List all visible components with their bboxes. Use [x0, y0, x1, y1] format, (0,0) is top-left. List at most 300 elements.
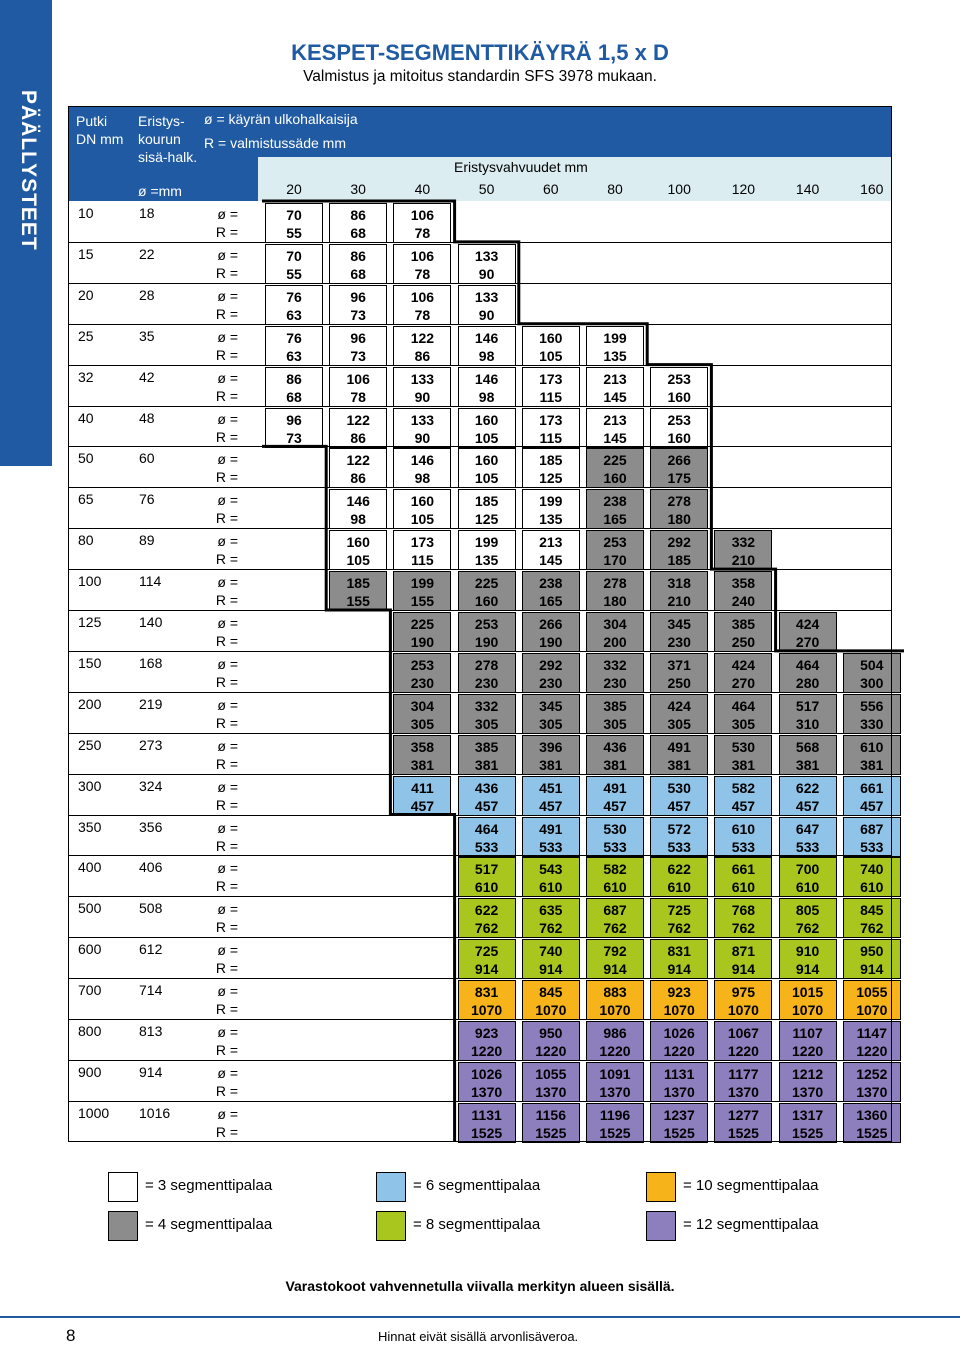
cell-outer-diameter: 160 — [410, 493, 435, 510]
cell-outer-diameter: 96 — [350, 329, 366, 346]
cell-radius: 98 — [478, 388, 495, 405]
cell-outer-diameter: 304 — [410, 697, 435, 714]
cell-radius: 210 — [667, 593, 691, 610]
cell-outer-diameter: 332 — [603, 656, 627, 673]
thickness-header-cell: 140 — [795, 181, 820, 197]
cell-outer-diameter: 253 — [667, 411, 691, 428]
cell-outer-diameter: 923 — [474, 1025, 499, 1041]
cell-radius: 105 — [346, 552, 370, 569]
row-inner-diameter: 406 — [139, 859, 163, 876]
row-inner-diameter: 813 — [139, 1023, 163, 1039]
cell-outer-diameter: 278 — [603, 575, 627, 592]
legend-label: = 4 segmenttipalaa — [145, 1216, 273, 1233]
legend-label: = 8 segmenttipalaa — [413, 1216, 541, 1233]
cell-outer-diameter: 805 — [795, 902, 820, 919]
row-label-r: R = — [215, 755, 238, 772]
cell-outer-diameter: 622 — [795, 779, 820, 796]
cell-radius: 762 — [860, 920, 884, 937]
thickness-header-cell: 160 — [860, 181, 884, 197]
cell-radius: 68 — [350, 265, 366, 282]
row-label-r: R = — [215, 592, 238, 609]
cell-radius: 115 — [539, 388, 563, 405]
row-inner-diameter: 714 — [139, 982, 163, 999]
cell-outer-diameter: 768 — [731, 902, 756, 919]
cell-outer-diameter: 572 — [667, 820, 691, 837]
legend-swatch — [108, 1172, 138, 1202]
cell-radius: 610 — [474, 879, 499, 896]
row-label-r: R = — [215, 1042, 238, 1058]
row-label-r: R = — [215, 633, 238, 649]
cell-radius: 381 — [539, 756, 563, 773]
cell-outer-diameter: 213 — [603, 370, 627, 387]
legend-label: = 3 segmenttipalaa — [145, 1177, 273, 1194]
cell-radius: 270 — [731, 674, 756, 691]
cell-radius: 1220 — [471, 1043, 503, 1059]
row-inner-diameter: 914 — [139, 1063, 163, 1080]
cell-outer-diameter: 133 — [410, 370, 435, 387]
cell-outer-diameter: 582 — [603, 861, 627, 878]
cell-outer-diameter: 436 — [603, 738, 627, 755]
cell-radius: 90 — [478, 265, 495, 282]
cell-radius: 1525 — [792, 1124, 824, 1141]
cell-radius: 170 — [603, 552, 627, 569]
cell-outer-diameter: 1237 — [663, 1106, 695, 1123]
cell-radius: 533 — [667, 838, 691, 855]
cell-outer-diameter: 225 — [410, 616, 435, 632]
cell-radius: 533 — [539, 838, 563, 855]
cell-outer-diameter: 358 — [410, 738, 435, 755]
cell-radius: 533 — [795, 838, 820, 855]
cell-outer-diameter: 661 — [860, 779, 884, 796]
cell-radius: 1525 — [599, 1124, 631, 1141]
cell-outer-diameter: 411 — [411, 779, 434, 796]
cell-outer-diameter: 556 — [860, 697, 884, 714]
cell-radius: 1525 — [663, 1124, 695, 1141]
row-label-r: R = — [215, 305, 238, 322]
cell-radius: 160 — [603, 470, 627, 487]
row-label-r: R = — [215, 796, 238, 813]
row-label-phi: ø = — [217, 778, 238, 795]
cell-radius: 125 — [539, 470, 563, 487]
cell-outer-diameter: 845 — [860, 902, 884, 919]
cell-radius: 250 — [667, 674, 691, 691]
row-label-r: R = — [215, 428, 238, 445]
cell-outer-diameter: 133 — [474, 247, 499, 264]
cell-radius: 457 — [539, 797, 563, 814]
row-inner-diameter: 76 — [139, 491, 155, 508]
cell-radius: 1370 — [856, 1083, 888, 1100]
segment-table — [68, 106, 892, 1142]
cell-outer-diameter: 568 — [795, 738, 820, 755]
cell-outer-diameter: 96 — [286, 411, 302, 428]
row-label-phi: ø = — [217, 369, 238, 386]
cell-outer-diameter: 1131 — [471, 1106, 502, 1123]
cell-outer-diameter: 238 — [539, 575, 563, 592]
thickness-header-cell: 80 — [607, 181, 623, 197]
cell-outer-diameter: 266 — [667, 452, 691, 469]
row-label-r: R = — [215, 551, 238, 568]
row-inner-diameter: 324 — [139, 777, 163, 794]
cell-outer-diameter: 332 — [731, 534, 756, 551]
cell-radius: 1370 — [535, 1083, 567, 1100]
row-label-r: R = — [215, 469, 238, 486]
cell-outer-diameter: 1277 — [727, 1106, 759, 1123]
legend-label: = 10 segmenttipalaa — [683, 1177, 819, 1194]
row-inner-diameter: 22 — [139, 245, 155, 262]
cell-outer-diameter: 76 — [286, 329, 302, 346]
cell-outer-diameter: 610 — [731, 820, 756, 837]
cell-radius: 90 — [478, 306, 495, 323]
cell-outer-diameter: 86 — [286, 370, 302, 387]
cell-outer-diameter: 491 — [603, 779, 627, 796]
cell-radius: 610 — [731, 879, 756, 896]
cell-outer-diameter: 253 — [667, 370, 691, 387]
cell-radius: 610 — [795, 879, 820, 896]
cell-outer-diameter: 385 — [474, 738, 499, 755]
cell-radius: 78 — [414, 225, 431, 241]
cell-outer-diameter: 451 — [539, 779, 563, 796]
cell-outer-diameter: 122 — [410, 329, 435, 346]
row-inner-diameter: 28 — [139, 286, 155, 303]
row-label-r: R = — [215, 919, 238, 936]
cell-outer-diameter: 133 — [474, 288, 499, 305]
cell-outer-diameter: 517 — [795, 697, 820, 714]
thickness-header-cell: 20 — [286, 181, 302, 197]
row-label-r: R = — [215, 224, 238, 240]
row-label-phi: ø = — [217, 737, 238, 754]
cell-radius: 270 — [795, 634, 820, 650]
cell-outer-diameter: 424 — [795, 616, 820, 632]
row-dn: 600 — [78, 941, 102, 958]
cell-radius: 125 — [474, 511, 499, 528]
cell-radius: 68 — [286, 388, 302, 405]
cell-outer-diameter: 622 — [474, 902, 499, 919]
cell-radius: 1070 — [856, 1002, 888, 1019]
cell-outer-diameter: 464 — [474, 820, 499, 837]
row-inner-diameter: 356 — [139, 818, 163, 835]
header-thickness-title: Eristysvahvuudet mm — [454, 159, 588, 175]
cell-outer-diameter: 491 — [539, 820, 563, 837]
row-label-phi: ø = — [217, 410, 238, 427]
thickness-header-cell: 120 — [731, 181, 756, 197]
cell-radius: 381 — [667, 756, 691, 773]
cell-radius: 533 — [860, 838, 884, 855]
cell-radius: 1370 — [792, 1083, 824, 1100]
page-subtitle: Valmistus ja mitoitus standardin SFS 3978 mukaan. — [303, 68, 657, 85]
cell-radius: 305 — [539, 715, 563, 732]
cell-radius: 610 — [860, 879, 884, 896]
cell-outer-diameter: 160 — [474, 411, 499, 428]
cell-radius: 1525 — [535, 1124, 567, 1141]
cell-radius: 381 — [731, 756, 756, 773]
cell-radius: 200 — [603, 634, 627, 650]
cell-radius: 115 — [411, 552, 434, 569]
cell-radius: 1370 — [663, 1083, 695, 1100]
row-label-r: R = — [215, 673, 238, 690]
row-inner-diameter: 35 — [139, 327, 155, 344]
row-dn: 350 — [78, 818, 102, 835]
cell-radius: 145 — [539, 552, 563, 569]
cell-radius: 1220 — [856, 1043, 888, 1059]
cell-radius: 180 — [603, 593, 627, 610]
cell-outer-diameter: 96 — [350, 288, 366, 305]
cell-outer-diameter: 345 — [539, 697, 563, 714]
header-diameter-label: ø =mm — [138, 183, 182, 199]
row-dn: 900 — [78, 1063, 102, 1080]
cell-radius: 155 — [346, 593, 370, 610]
cell-radius: 1220 — [727, 1043, 759, 1059]
cell-radius: 533 — [474, 838, 499, 855]
cell-radius: 105 — [474, 429, 499, 446]
cell-outer-diameter: 517 — [474, 861, 499, 878]
cell-outer-diameter: 424 — [667, 697, 691, 714]
cell-outer-diameter: 1015 — [792, 984, 824, 1001]
row-label-r: R = — [215, 837, 238, 854]
header-legend-r: R = valmistussäde mm — [204, 135, 346, 151]
row-label-r: R = — [215, 1123, 238, 1140]
cell-outer-diameter: 253 — [410, 656, 435, 673]
row-inner-diameter: 18 — [139, 205, 155, 221]
cell-outer-diameter: 173 — [410, 534, 435, 551]
cell-radius: 1370 — [727, 1083, 759, 1100]
row-dn: 50 — [78, 450, 94, 467]
cell-outer-diameter: 883 — [603, 984, 627, 1001]
row-label-r: R = — [215, 1001, 238, 1018]
cell-radius: 155 — [410, 593, 435, 610]
cell-radius: 1525 — [856, 1124, 888, 1141]
row-dn: 500 — [78, 900, 102, 917]
cell-radius: 90 — [414, 388, 431, 405]
cell-outer-diameter: 199 — [410, 575, 435, 592]
row-label-phi: ø = — [217, 901, 238, 918]
thickness-header-cell: 50 — [478, 181, 495, 197]
row-inner-diameter: 140 — [139, 614, 163, 630]
row-label-phi: ø = — [217, 696, 238, 713]
cell-radius: 190 — [410, 634, 435, 650]
row-label-phi: ø = — [217, 492, 238, 509]
cell-outer-diameter: 740 — [860, 861, 884, 878]
cell-outer-diameter: 225 — [603, 452, 627, 469]
cell-outer-diameter: 424 — [731, 656, 756, 673]
row-label-phi: ø = — [217, 983, 238, 1000]
cell-radius: 381 — [410, 756, 435, 773]
row-inner-diameter: 48 — [139, 409, 155, 426]
cell-radius: 160 — [667, 388, 691, 405]
cell-outer-diameter: 700 — [795, 861, 820, 878]
cell-radius: 1070 — [599, 1002, 631, 1019]
page-number: 8 — [66, 1326, 76, 1345]
cell-outer-diameter: 292 — [539, 656, 563, 673]
legend-swatch — [376, 1172, 406, 1202]
cell-outer-diameter: 436 — [474, 779, 499, 796]
cell-radius: 63 — [286, 347, 302, 364]
cell-outer-diameter: 661 — [731, 861, 756, 878]
cell-radius: 240 — [731, 593, 756, 610]
cell-radius: 1525 — [727, 1124, 759, 1141]
cell-radius: 135 — [474, 552, 499, 569]
row-dn: 250 — [78, 736, 102, 753]
cell-radius: 160 — [474, 593, 499, 610]
row-dn: 700 — [78, 982, 102, 999]
cell-outer-diameter: 1026 — [663, 1025, 695, 1041]
row-inner-diameter: 168 — [139, 654, 163, 671]
cell-outer-diameter: 1212 — [792, 1065, 824, 1082]
cell-radius: 533 — [603, 838, 627, 855]
cell-radius: 78 — [414, 306, 431, 323]
cell-radius: 457 — [410, 797, 435, 814]
cell-radius: 1070 — [471, 1002, 503, 1019]
cell-radius: 115 — [539, 429, 563, 446]
cell-outer-diameter: 464 — [795, 656, 820, 673]
row-label-phi: ø = — [217, 287, 238, 304]
cell-radius: 610 — [603, 879, 627, 896]
row-inner-diameter: 219 — [139, 695, 163, 712]
cell-outer-diameter: 332 — [474, 697, 499, 714]
row-dn: 1000 — [78, 1104, 110, 1121]
table-border — [68, 106, 892, 1142]
legend-swatch — [646, 1172, 676, 1202]
row-label-phi: ø = — [217, 819, 238, 836]
cell-radius: 310 — [795, 715, 820, 732]
cell-radius: 914 — [731, 961, 756, 978]
cell-outer-diameter: 950 — [860, 943, 884, 960]
cell-outer-diameter: 146 — [410, 452, 435, 469]
cell-outer-diameter: 385 — [603, 697, 627, 714]
cell-outer-diameter: 725 — [667, 902, 691, 919]
row-dn: 150 — [78, 654, 102, 671]
footer-text: Hinnat eivät sisällä arvonlisäveroa. — [378, 1329, 579, 1344]
cell-outer-diameter: 831 — [474, 984, 499, 1001]
cell-radius: 1220 — [599, 1043, 631, 1059]
row-label-phi: ø = — [217, 451, 238, 468]
cell-radius: 914 — [474, 961, 499, 978]
row-label-r: R = — [215, 387, 238, 404]
header-legend-phi: ø = käyrän ulkohalkaisija — [204, 111, 358, 127]
cell-radius: 457 — [795, 797, 820, 814]
cell-outer-diameter: 530 — [603, 820, 627, 837]
cell-outer-diameter: 86 — [350, 207, 366, 223]
cell-outer-diameter: 146 — [474, 329, 499, 346]
cell-outer-diameter: 622 — [667, 861, 691, 878]
cell-outer-diameter: 185 — [346, 575, 370, 592]
cell-radius: 457 — [603, 797, 627, 814]
legend-swatch — [376, 1211, 406, 1241]
cell-radius: 98 — [478, 347, 495, 364]
cell-radius: 250 — [731, 634, 756, 650]
cell-outer-diameter: 1107 — [792, 1025, 823, 1041]
cell-outer-diameter: 225 — [474, 575, 499, 592]
row-inner-diameter: 508 — [139, 900, 163, 917]
legend-swatch — [646, 1211, 676, 1241]
cell-radius: 73 — [350, 347, 366, 364]
footer-rule — [0, 1316, 960, 1318]
cell-radius: 330 — [860, 715, 884, 732]
cell-outer-diameter: 635 — [539, 902, 563, 919]
cell-radius: 305 — [474, 715, 499, 732]
cell-outer-diameter: 871 — [731, 943, 756, 960]
cell-radius: 190 — [474, 634, 499, 650]
cell-outer-diameter: 1091 — [599, 1065, 631, 1082]
cell-outer-diameter: 1360 — [856, 1106, 888, 1123]
cell-radius: 1220 — [663, 1043, 695, 1059]
cell-radius: 78 — [414, 265, 431, 282]
thickness-header-cell: 100 — [667, 181, 691, 197]
cell-radius: 63 — [286, 306, 302, 323]
cell-outer-diameter: 491 — [667, 738, 691, 755]
row-inner-diameter: 612 — [139, 941, 163, 958]
cell-radius: 305 — [410, 715, 435, 732]
cell-radius: 914 — [860, 961, 884, 978]
cell-outer-diameter: 1317 — [792, 1106, 824, 1123]
cell-outer-diameter: 845 — [539, 984, 563, 1001]
cell-outer-diameter: 106 — [346, 370, 370, 387]
cell-radius: 914 — [667, 961, 691, 978]
row-label-phi: ø = — [217, 328, 238, 345]
cell-outer-diameter: 1252 — [856, 1065, 888, 1082]
row-label-r: R = — [215, 346, 238, 363]
cell-outer-diameter: 160 — [346, 534, 370, 551]
row-label-phi: ø = — [217, 1064, 238, 1081]
cell-radius: 762 — [539, 920, 563, 937]
cell-radius: 300 — [860, 674, 884, 691]
row-inner-diameter: 273 — [139, 736, 163, 753]
cell-outer-diameter: 1131 — [664, 1065, 695, 1082]
legend-label: = 6 segmenttipalaa — [413, 1177, 541, 1194]
cell-radius: 1070 — [535, 1002, 567, 1019]
cell-outer-diameter: 1055 — [535, 1065, 567, 1082]
row-label-r: R = — [215, 878, 238, 895]
cell-radius: 105 — [539, 347, 563, 364]
cell-radius: 55 — [286, 225, 302, 241]
cell-radius: 1220 — [535, 1043, 567, 1059]
cell-outer-diameter: 146 — [346, 493, 370, 510]
row-label-r: R = — [215, 714, 238, 731]
cell-outer-diameter: 725 — [474, 943, 499, 960]
cell-radius: 230 — [603, 674, 627, 691]
side-tab-label: PÄÄLLYSTEET — [17, 89, 40, 251]
row-label-phi: ø = — [217, 615, 238, 631]
cell-radius: 185 — [667, 552, 691, 569]
row-inner-diameter: 42 — [139, 368, 155, 385]
cell-radius: 98 — [414, 470, 431, 487]
thickness-header-cell: 30 — [350, 181, 366, 197]
cell-radius: 230 — [667, 634, 691, 650]
cell-radius: 210 — [731, 552, 756, 569]
row-dn: 15 — [78, 245, 94, 262]
cell-radius: 457 — [667, 797, 691, 814]
cell-outer-diameter: 185 — [539, 452, 563, 469]
cell-radius: 457 — [860, 797, 884, 814]
cell-outer-diameter: 106 — [410, 207, 435, 223]
cell-outer-diameter: 70 — [286, 247, 302, 264]
row-label-r: R = — [215, 1082, 238, 1099]
cell-radius: 914 — [539, 961, 563, 978]
cell-radius: 914 — [795, 961, 820, 978]
cell-outer-diameter: 464 — [731, 697, 756, 714]
row-dn: 300 — [78, 777, 102, 794]
cell-outer-diameter: 687 — [603, 902, 627, 919]
legend-label: = 12 segmenttipalaa — [683, 1216, 819, 1233]
row-dn: 40 — [78, 409, 94, 426]
cell-outer-diameter: 86 — [350, 247, 366, 264]
cell-radius: 105 — [410, 511, 435, 528]
cell-outer-diameter: 530 — [731, 738, 756, 755]
cell-outer-diameter: 238 — [603, 493, 627, 510]
cell-outer-diameter: 199 — [603, 329, 627, 346]
row-inner-diameter: 1016 — [139, 1104, 171, 1121]
cell-outer-diameter: 530 — [667, 779, 691, 796]
cell-radius: 165 — [603, 511, 627, 528]
